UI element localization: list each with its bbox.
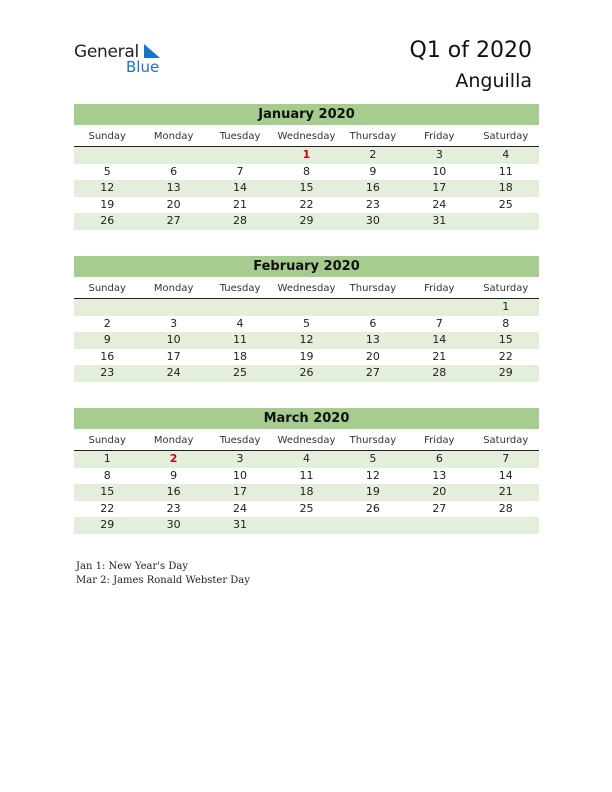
date-cell	[74, 147, 140, 164]
weekday-label-saturday: Saturday	[483, 435, 529, 446]
date-cell: 25	[299, 501, 314, 515]
date-cell: 30	[365, 214, 380, 227]
week-row	[74, 365, 539, 382]
date-cell: 9	[170, 468, 178, 482]
weekday-label-wednesday: Wednesday	[277, 435, 336, 446]
date-cell: 20	[432, 485, 447, 498]
week-row	[74, 180, 539, 197]
weekday-label-saturday: Saturday	[483, 283, 529, 294]
date-cell: 6	[170, 164, 178, 178]
date-cell: 26	[100, 214, 115, 227]
date-cell: 8	[103, 468, 111, 482]
weekday-label-monday: Monday	[153, 131, 194, 142]
date-cell: 7	[435, 316, 443, 330]
date-cell: 28	[233, 214, 248, 227]
logo-text-general: General	[74, 42, 139, 62]
date-cell: 4	[502, 148, 510, 161]
date-cell: 25	[498, 197, 513, 211]
date-cell: 22	[299, 197, 314, 211]
week-row	[74, 517, 539, 534]
date-cell: 14	[498, 468, 513, 482]
weekday-label-tuesday: Tuesday	[219, 131, 261, 142]
weekday-label-wednesday: Wednesday	[277, 283, 336, 294]
date-cell: 13	[166, 181, 181, 194]
date-cell: 16	[166, 485, 181, 498]
date-cell: 10	[432, 164, 447, 178]
weekday-label-wednesday: Wednesday	[277, 131, 336, 142]
weekday-header-row	[74, 280, 539, 299]
date-cell: 3	[435, 148, 443, 161]
weekday-label-friday: Friday	[424, 435, 455, 446]
date-cell: 11	[498, 164, 513, 178]
date-cell: 26	[365, 501, 380, 515]
date-cell: 8	[502, 316, 510, 330]
weekday-label-thursday: Thursday	[349, 131, 397, 142]
date-cell: 21	[498, 485, 513, 498]
date-cell: 31	[432, 214, 447, 227]
date-cell: 8	[302, 164, 310, 178]
weekday-label-thursday: Thursday	[349, 283, 397, 294]
date-cell: 17	[233, 485, 248, 498]
date-cell: 19	[299, 349, 314, 363]
date-cell: 12	[365, 468, 380, 482]
date-cell: 27	[432, 501, 447, 515]
weekday-label-thursday: Thursday	[349, 435, 397, 446]
date-cell	[473, 213, 539, 230]
date-cell: 25	[233, 366, 248, 379]
week-row	[74, 316, 539, 333]
date-cell	[74, 299, 140, 316]
weekday-header-row	[74, 128, 539, 147]
date-cell: 22	[498, 349, 513, 363]
weekday-label-monday: Monday	[153, 283, 194, 294]
date-cell: 14	[233, 181, 248, 194]
weekday-label-sunday: Sunday	[88, 435, 126, 446]
date-cell: 21	[233, 197, 248, 211]
date-cell: 13	[365, 333, 380, 346]
week-row	[74, 147, 539, 164]
date-cell: 24	[233, 501, 248, 515]
date-cell: 15	[498, 333, 513, 346]
date-cell: 22	[100, 501, 115, 515]
date-cell: 5	[302, 316, 310, 330]
date-cell: 6	[435, 452, 443, 465]
date-cell: 5	[103, 164, 111, 178]
month-calendar-february	[74, 256, 539, 382]
weekday-label-sunday: Sunday	[88, 131, 126, 142]
week-row	[74, 299, 539, 316]
week-row	[74, 332, 539, 349]
date-cell: 19	[100, 197, 115, 211]
date-cell: 23	[365, 197, 380, 211]
date-cell: 14	[432, 333, 447, 346]
holiday-date-cell: 1	[302, 148, 311, 161]
date-cell: 2	[103, 316, 111, 330]
date-cell: 18	[233, 349, 248, 363]
date-cell: 28	[432, 366, 447, 379]
generalblue-logo	[74, 42, 174, 78]
week-row	[74, 484, 539, 501]
date-cell	[406, 517, 472, 534]
date-cell: 12	[299, 333, 314, 346]
date-cell: 24	[432, 197, 447, 211]
logo-text-blue: Blue	[126, 58, 160, 76]
date-cell: 17	[432, 181, 447, 194]
date-cell: 23	[100, 366, 115, 379]
weekday-label-sunday: Sunday	[88, 283, 126, 294]
date-cell: 11	[233, 333, 248, 346]
date-cell: 17	[166, 349, 181, 363]
date-cell: 27	[166, 214, 181, 227]
date-cell: 9	[103, 333, 111, 346]
weekday-label-tuesday: Tuesday	[219, 435, 261, 446]
month-calendar-january	[74, 104, 539, 230]
month-calendar-march	[74, 408, 539, 534]
date-cell	[140, 299, 206, 316]
date-cell: 29	[100, 518, 115, 531]
date-cell	[273, 299, 339, 316]
week-row	[74, 197, 539, 214]
date-cell: 24	[166, 366, 181, 379]
date-cell: 5	[369, 452, 377, 465]
date-cell: 1	[103, 452, 111, 465]
month-header: March 2020	[74, 408, 539, 429]
date-cell: 18	[498, 181, 513, 194]
date-cell: 31	[233, 518, 248, 531]
date-cell	[340, 299, 406, 316]
weekday-label-monday: Monday	[153, 435, 194, 446]
weeks-container	[74, 299, 539, 382]
date-cell: 7	[236, 164, 244, 178]
holiday-note: Jan 1: New Year's Day	[76, 561, 188, 572]
date-cell	[140, 147, 206, 164]
date-cell	[473, 517, 539, 534]
date-cell: 15	[100, 485, 115, 498]
date-cell: 20	[365, 349, 380, 363]
date-cell: 4	[236, 316, 244, 330]
date-cell: 9	[369, 164, 377, 178]
date-cell: 21	[432, 349, 447, 363]
date-cell: 4	[302, 452, 310, 465]
week-row	[74, 349, 539, 366]
page-title: Q1 of 2020	[409, 38, 532, 63]
date-cell	[406, 299, 472, 316]
holiday-date-cell: 2	[169, 452, 178, 465]
week-row	[74, 501, 539, 518]
date-cell: 20	[166, 197, 181, 211]
holiday-note: Mar 2: James Ronald Webster Day	[76, 575, 250, 586]
weekday-label-friday: Friday	[424, 131, 455, 142]
date-cell: 29	[498, 366, 513, 379]
holiday-notes	[76, 560, 250, 588]
date-cell: 19	[365, 485, 380, 498]
weeks-container	[74, 147, 539, 230]
date-cell: 30	[166, 518, 181, 531]
date-cell: 10	[233, 468, 248, 482]
weekday-label-friday: Friday	[424, 283, 455, 294]
date-cell: 12	[100, 181, 115, 194]
date-cell: 29	[299, 214, 314, 227]
weekday-header-row	[74, 432, 539, 451]
date-cell: 1	[502, 300, 510, 313]
date-cell: 23	[166, 501, 181, 515]
logo-triangle-icon	[142, 44, 162, 60]
date-cell: 28	[498, 501, 513, 515]
date-cell: 27	[365, 366, 380, 379]
date-cell: 3	[170, 316, 178, 330]
week-row	[74, 213, 539, 230]
week-row	[74, 164, 539, 181]
date-cell	[207, 299, 273, 316]
date-cell	[273, 517, 339, 534]
country-name: Anguilla	[455, 70, 532, 92]
date-cell: 18	[299, 485, 314, 498]
week-row	[74, 468, 539, 485]
date-cell: 3	[236, 452, 244, 465]
date-cell: 26	[299, 366, 314, 379]
date-cell: 10	[166, 333, 181, 346]
month-header: February 2020	[74, 256, 539, 277]
date-cell: 7	[502, 452, 510, 465]
date-cell	[207, 147, 273, 164]
date-cell	[340, 517, 406, 534]
weekday-label-saturday: Saturday	[483, 131, 529, 142]
date-cell: 15	[299, 181, 314, 194]
weekday-label-tuesday: Tuesday	[219, 283, 261, 294]
week-row	[74, 451, 539, 468]
date-cell: 16	[365, 181, 380, 194]
date-cell: 16	[100, 349, 115, 363]
weeks-container	[74, 451, 539, 534]
date-cell: 6	[369, 316, 377, 330]
month-header: January 2020	[74, 104, 539, 125]
date-cell: 11	[299, 468, 314, 482]
date-cell: 13	[432, 468, 447, 482]
date-cell: 2	[369, 148, 377, 161]
